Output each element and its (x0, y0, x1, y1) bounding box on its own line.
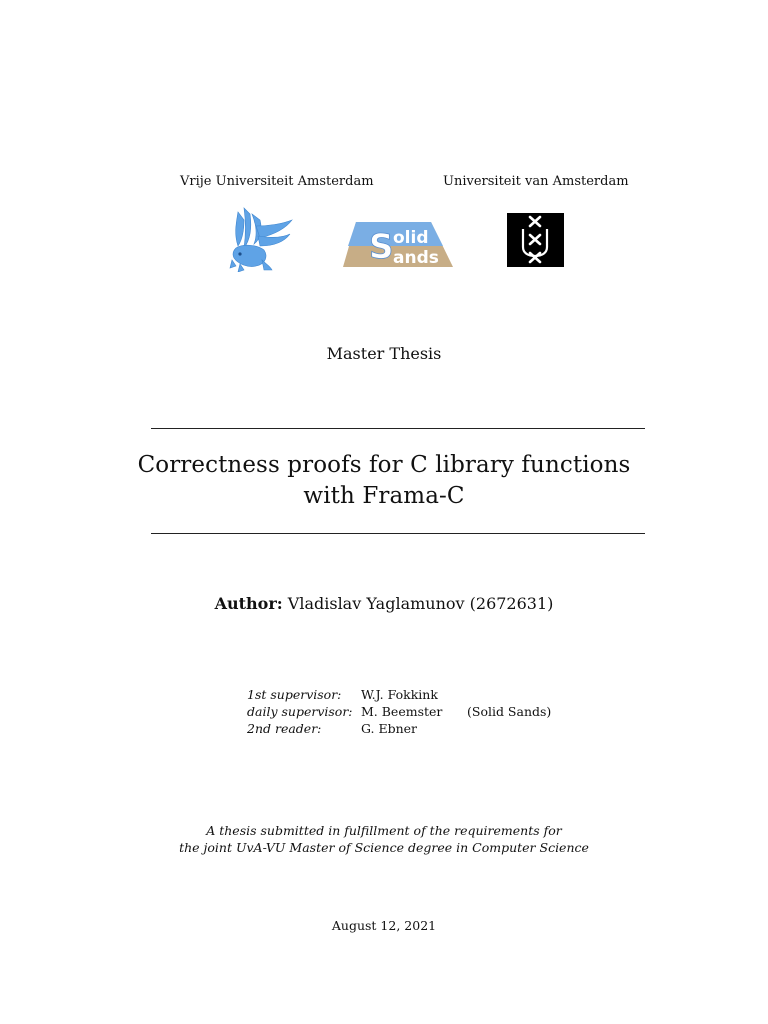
uva-logo (507, 213, 564, 267)
supervisor-role: 1st supervisor: (247, 687, 342, 702)
solid-sands-icon (343, 222, 453, 268)
thesis-title (0, 450, 768, 512)
thesis-note-line-1: A thesis submitted in fulfillment of the requirements for (206, 823, 562, 838)
title-line-2: with Frama-C (303, 483, 465, 509)
griffin-icon (226, 204, 294, 272)
supervisor-role: 2nd reader: (247, 721, 322, 736)
institution-uva: Universiteit van Amsterdam (443, 174, 629, 189)
thesis-note (0, 822, 768, 856)
uva-crest-icon (507, 213, 564, 267)
solid-sands-word1: olid (393, 228, 429, 248)
title-line-1: Correctness proofs for C library functions (137, 452, 631, 478)
solid-sands-word2: ands (393, 248, 439, 268)
title-rule-bottom (151, 533, 645, 534)
title-rule-top (151, 428, 645, 429)
vu-griffin-logo (226, 204, 294, 272)
institution-vu: Vrije Universiteit Amsterdam (180, 174, 374, 189)
supervisor-role: daily supervisor: (247, 704, 353, 719)
author-line (0, 594, 768, 613)
solid-sands-letter: S (369, 227, 394, 267)
supervisor-name: M. Beemster (361, 704, 443, 719)
author-name: Vladislav Yaglamunov (2672631) (287, 594, 554, 613)
solid-sands-logo (343, 222, 453, 268)
supervisor-name: G. Ebner (361, 721, 418, 736)
author-label: Author: (214, 594, 283, 613)
thesis-date: August 12, 2021 (331, 918, 437, 933)
supervisor-org: (Solid Sands) (467, 704, 552, 719)
supervisor-name: W.J. Fokkink (361, 687, 438, 702)
document-type: Master Thesis (326, 344, 442, 363)
thesis-note-line-2: the joint UvA-VU Master of Science degree in Computer Science (179, 840, 589, 855)
